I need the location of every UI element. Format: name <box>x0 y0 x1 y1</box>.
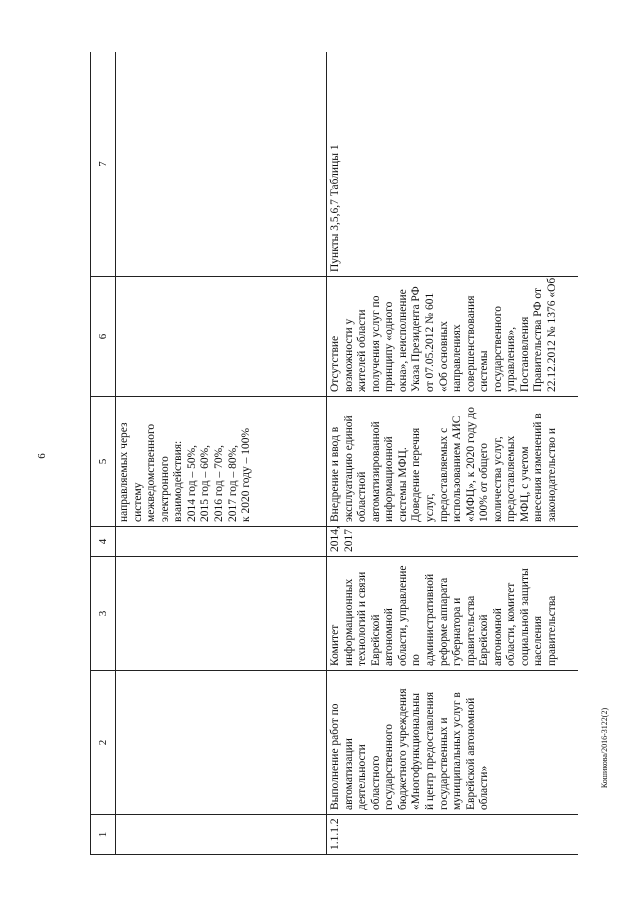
table-row <box>327 52 579 855</box>
page-number: 6 <box>36 453 48 459</box>
indicator-link-cell: Пункты 3,5,6,7 Таблицы 1 <box>327 52 579 277</box>
text-line: взаимодействия: <box>172 440 185 522</box>
text-line: 100% от общего <box>478 443 491 522</box>
column-header-7: 7 <box>91 52 116 277</box>
text-line: услуг, <box>423 493 436 522</box>
text-line: Доведение перечня <box>410 427 423 522</box>
text-line: «МФЦ», к 2020 году до <box>464 407 477 522</box>
period-cell <box>327 527 579 557</box>
text-line: Правительства РФ от <box>532 287 545 392</box>
text-line: систему <box>131 482 144 522</box>
table-container <box>90 52 578 855</box>
text-line: предоставляемых с <box>437 427 450 522</box>
text-line: Указа Президента РФ <box>410 286 423 392</box>
text-line: жителей области <box>356 309 369 392</box>
consequences-cell <box>327 277 579 397</box>
text-line: электронного <box>158 456 171 522</box>
continued-row <box>116 52 327 855</box>
responsible-executor-cell <box>327 557 579 671</box>
text-line: бюджетного учреждения <box>396 688 409 810</box>
text-line: 2015 год – 60%, <box>199 444 212 522</box>
text-line: использованием АИС <box>451 415 464 522</box>
text-line: межведомственного <box>145 423 158 522</box>
text-line: возможности у <box>342 318 355 392</box>
text-line: количества услуг, <box>491 436 504 522</box>
continued-cell-6 <box>116 277 327 397</box>
text-line: 22.12.2012 № 1376 «Об <box>546 277 558 392</box>
text-line: й центр предоставления <box>423 691 436 810</box>
text-line: МФЦ, с учетом <box>518 446 531 522</box>
text-line: окна», неисполнение <box>396 289 409 392</box>
text-line: предоставляемых <box>505 435 518 522</box>
text-line: системы <box>478 350 491 392</box>
activity-name-cell <box>327 671 579 815</box>
text-line: автоматизированной <box>369 421 382 522</box>
text-line: 2016 год – 70%, <box>212 444 225 522</box>
column-header-5: 5 <box>91 397 116 527</box>
text-line: управления», <box>505 326 518 392</box>
text-line: области, управление <box>396 565 409 666</box>
text-line: Еврейской <box>369 614 382 666</box>
continued-cell-7 <box>116 52 327 277</box>
column-header-2: 2 <box>91 671 116 815</box>
text-line: информационных <box>342 578 355 666</box>
continued-cell-3 <box>116 557 327 671</box>
item-number: 1.1.1.2 <box>327 815 579 855</box>
text-line: 2017 <box>342 529 355 552</box>
text-line: государственного <box>491 306 504 392</box>
text-line: области» <box>478 765 491 810</box>
text-line: 2017 год – 80%, <box>226 444 239 522</box>
text-line: принципу «одного <box>383 301 396 392</box>
text-line: Отсутствие <box>329 335 341 392</box>
column-header-3: 3 <box>91 557 116 671</box>
text-line: эксплуатацию единой <box>342 415 355 522</box>
column-header-6: 6 <box>91 277 116 397</box>
rotated-table-frame <box>90 52 578 855</box>
continued-cell-4 <box>116 527 327 557</box>
text-line: реформе аппарата <box>437 577 450 666</box>
continued-cell-5 <box>116 397 327 527</box>
continued-cell-2 <box>116 671 327 815</box>
text-line: Выполнение работ по <box>329 703 341 810</box>
text-line: от 07.05.2012 № 601 <box>423 292 436 392</box>
expected-result-cell <box>327 397 579 527</box>
text-line: совершенствования <box>464 295 477 392</box>
text-line: направлениях <box>451 324 464 392</box>
text-line: Комитет <box>329 624 341 666</box>
text-line: «Об основных <box>437 321 450 392</box>
text-line: губернатора и <box>451 597 464 666</box>
text-line: автоматизации <box>342 738 355 810</box>
program-table <box>90 52 578 855</box>
text-line: 2014 год – 50%, <box>185 444 198 522</box>
text-line: области, комитет <box>505 582 518 666</box>
text-line: законодательство и <box>546 427 558 522</box>
text-line: автономной <box>491 608 504 666</box>
text-line: правительства <box>464 595 477 666</box>
text-line: государственного <box>383 724 396 810</box>
text-line: правительства <box>546 595 558 666</box>
text-line: Еврейской автономной <box>464 697 477 810</box>
column-header-1: 1 <box>91 815 116 855</box>
text-line: социальной защиты <box>518 568 531 666</box>
text-line: административной <box>423 573 436 666</box>
text-line: системы МФЦ. <box>396 447 409 522</box>
text-line: государственных и <box>437 717 450 810</box>
text-line: 2014, <box>329 526 341 552</box>
text-line: направляемых через <box>118 422 130 522</box>
text-line: Внедрение и ввод в <box>329 426 341 522</box>
text-line: населения <box>532 615 545 666</box>
text-line: внесения изменений в <box>532 413 545 522</box>
column-header-4: 4 <box>91 527 116 557</box>
text-line: Постановления <box>518 316 531 392</box>
header-row <box>91 52 116 855</box>
text-line: по <box>410 654 423 666</box>
text-line: муниципальных услуг в <box>451 692 464 810</box>
text-line: Еврейской <box>478 614 491 666</box>
text-line: информационной <box>383 436 396 522</box>
text-line: «Многофункциональны <box>410 693 423 810</box>
text-line: технологий и связи <box>356 571 369 666</box>
text-line: областной <box>356 471 369 522</box>
text-line: автономной <box>383 608 396 666</box>
text-line: к 2020 году – 100% <box>240 427 253 522</box>
text-line: деятельности <box>356 744 369 810</box>
document-code: Кошикова/2016-3122(2) <box>600 707 609 789</box>
text-line: получения услуг по <box>369 295 382 392</box>
text-line: областного <box>369 755 382 810</box>
continued-cell-1 <box>116 815 327 855</box>
